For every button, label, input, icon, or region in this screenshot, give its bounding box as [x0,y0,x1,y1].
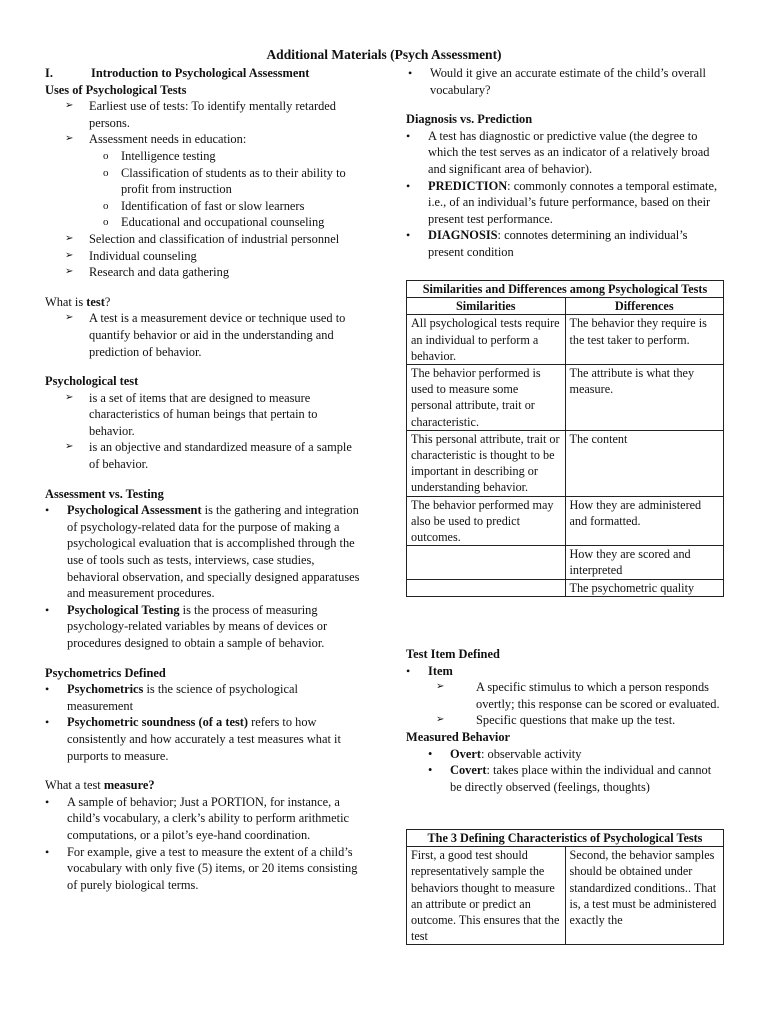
assessment-vs-testing-heading: Assessment vs. Testing [45,486,164,501]
arrow-bullet-icon: ➢ [65,232,74,244]
diagnosis-prediction-heading: Diagnosis vs. Prediction [406,112,533,127]
list-item: • Psychometrics is the science of psychological measurement [45,682,298,713]
sub-list-item: ➢ A specific stimulus to which a person responds overtly; this response can be scored or evaluated. [406,679,724,712]
list-item: ➢ Individual counseling [45,248,365,265]
circle-bullet-icon: o [103,149,109,162]
table-row: The psychometric quality [407,579,724,596]
list-item: • DIAGNOSIS: connotes determining an individual’s present condition [406,228,688,259]
list-item: ➢ is a set of items that are designed to measure characteristics of human beings that pertain to behavior. [45,390,365,440]
sub-list-item: o Educational and occupational counseling [45,214,365,231]
psych-test-heading: Psychological test [45,374,139,389]
arrow-bullet-icon: ➢ [65,441,74,453]
list-item: • PREDICTION: commonly connotes a temporal estimate, i.e., of an individual’s future performance, based on their present test performance. [406,178,718,226]
list-item: ➢ A test is a measurement device or technique used to quantify behavior or aid in the understanding and prediction of behavior. [45,310,365,360]
arrow-bullet-icon: ➢ [65,391,74,403]
test-item-heading: Test Item Defined [406,647,500,661]
bullet-icon: • [406,128,411,143]
list-item: • Overt: observable activity [406,746,724,763]
sub-list-item: o Intelligence testing [45,148,365,165]
sub-list-item: ➢ Specific questions that make up the test. [406,712,724,729]
circle-bullet-icon: o [103,166,109,179]
arrow-bullet-icon: ➢ [65,312,74,324]
section-number: I. [45,66,53,80]
bullet-icon: • [428,746,433,761]
bullet-icon: • [45,682,50,697]
list-item: • Psychological Assessment is the gathering and integration of psychology-related data for the purpose of making a psychological evaluation that is accomplished through the use of tools such as tests, interviews, case studies, behavioral observation, and specially designed apparatuses and measurement procedures. [45,503,360,601]
bullet-icon: • [45,844,50,859]
psychometrics-heading: Psychometrics Defined [45,665,166,680]
list-item: • For example, give a test to measure the extent of a child’s vocabulary with only five (5) items, or 20 items consisting of purely biological terms. [45,844,358,892]
list-item: • Psychometric soundness (of a test) refers to how consistently and how accurately a test measures what it purports to measure. [45,715,341,763]
list-item: • A test has diagnostic or predictive value (the degree to which the test serves as an indicator of a relatively broad and significant area of behavior). [406,128,710,176]
bullet-icon: • [406,178,411,193]
column-header: Differences [565,298,724,315]
table-row: First, a good test should representatively sample the behaviors thought to measure an attribute or predict an outcome. This ensures that the test Second, the behavior samples should be obtained under standardized conditions.. That is, a test must be administered exactly the [407,847,724,945]
list-item: ➢ Research and data gathering [45,264,365,281]
section-title: Introduction to Psychological Assessment [91,66,310,80]
table-row: All psychological tests require an individual to perform a behavior. The behavior they require is the test taker to perform. [407,315,724,365]
arrow-bullet-icon: ➢ [65,249,74,261]
bullet-icon: • [406,228,411,243]
bullet-icon: • [428,763,433,778]
section-heading [45,65,365,82]
circle-bullet-icon: o [103,216,109,229]
arrow-bullet-icon: ➢ [65,133,74,145]
sub-list-item: o Classification of students as to their ability to profit from instruction [45,165,365,198]
list-item: ➢ is an objective and standardized measure of a sample of behavior. [45,439,365,472]
list-item: ➢ Selection and classification of industrial personnel [45,231,365,248]
list-item: • Item [406,663,453,678]
bullet-icon: • [406,663,411,678]
similarities-differences-table [406,280,724,597]
arrow-bullet-icon: ➢ [65,266,74,278]
page-title: Additional Materials (Psych Assessment) [266,47,502,62]
bullet-icon: • [408,66,413,80]
bullet-icon: • [45,503,50,518]
table-caption: The 3 Defining Characteristics of Psychological Tests [407,830,724,847]
list-item: ➢ Assessment needs in education: [45,131,365,148]
sub-list-item: o Identification of fast or slow learners [45,198,365,215]
table-row: This personal attribute, trait or characteristic is thought to be important in describing or understanding behavior. The content [407,430,724,496]
list-item: ➢ Earliest use of tests: To identify mentally retarded persons. [45,98,365,131]
list-item: • Would it give an accurate estimate of the child’s overall vocabulary? [408,66,706,97]
list-item: • A sample of behavior; Just a PORTION, for instance, a child’s vocabulary, a clerk’s ability to perform arithmetic computations, or a pilot’s eye-hand coordination. [45,794,350,842]
table-row: The behavior performed may also be used to predict outcomes. How they are administered and formatted. [407,496,724,546]
table-row: The behavior performed is used to measure some personal attribute, trait or characteristic. The attribute is what they measure. [407,365,724,431]
bullet-icon: • [45,794,50,809]
arrow-bullet-icon: ➢ [65,100,74,112]
measured-behavior-heading: Measured Behavior [406,729,511,744]
arrow-bullet-icon: ➢ [436,681,445,693]
arrow-bullet-icon: ➢ [436,714,445,726]
list-item: • Psychological Testing is the process of measuring psychology-related variables by means of devices or procedures designed to obtain a sample of behavior. [45,602,328,650]
bullet-icon: • [45,602,50,617]
test-item-section [406,646,724,795]
uses-heading: Uses of Psychological Tests [45,82,187,97]
defining-characteristics-table [406,829,724,945]
bullet-icon: • [45,715,50,730]
left-column [45,65,365,893]
right-column [406,65,724,261]
list-item: • Covert: takes place within the individual and cannot be directly observed (feelings, thoughts) [406,762,724,795]
table-caption: Similarities and Differences among Psychological Tests [407,281,724,298]
circle-bullet-icon: o [103,199,109,212]
column-header: Similarities [407,298,566,315]
table-row: How they are scored and interpreted [407,546,724,579]
what-is-test-heading: What is test? [45,294,111,309]
what-test-measure-heading: What a test measure? [45,778,155,793]
